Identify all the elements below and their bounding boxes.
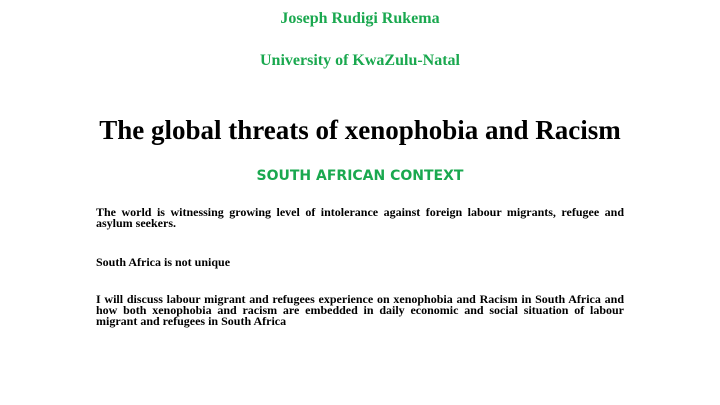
paragraph-not-unique: South Africa is not unique xyxy=(96,255,231,269)
slide-title: The global threats of xenophobia and Racism xyxy=(99,115,621,145)
paragraph-discussion: I will discuss labour migrant and refugees experience on xenophobia and Racism in South Africa and how both xenophobia and racism are embedded in daily economic and social situation of labour migrant and refugees in South Africa xyxy=(96,292,624,328)
author-name: Joseph Rudigi Rukema xyxy=(280,10,440,27)
slide-subtitle: SOUTH AFRICAN CONTEXT xyxy=(256,168,464,184)
paragraph-intolerance: The world is witnessing growing level of intolerance against foreign labour migrants, refugee and asylum seekers. xyxy=(96,205,624,230)
author-affiliation: University of KwaZulu-Natal xyxy=(260,52,460,69)
